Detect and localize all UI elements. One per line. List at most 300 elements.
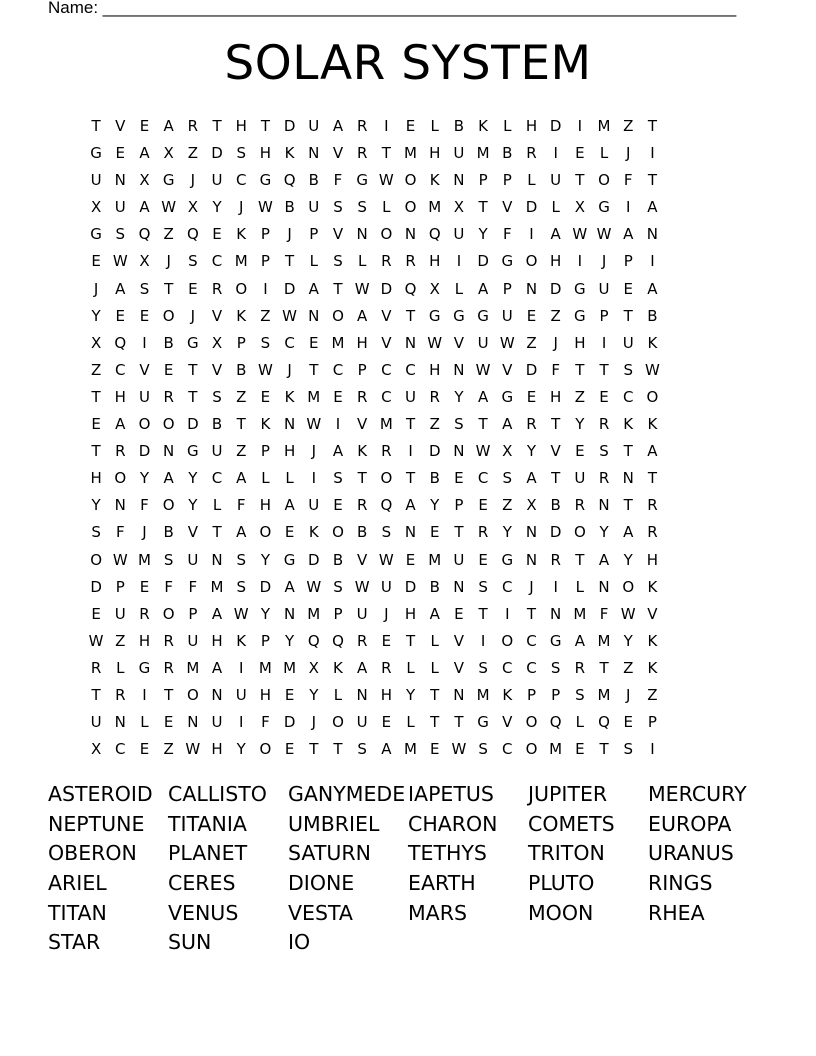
grid-letter: Q: [428, 225, 441, 244]
grid-letter: E: [91, 415, 101, 434]
grid-letter: R: [356, 144, 368, 163]
page-title: SOLAR SYSTEM: [224, 36, 592, 91]
grid-letter: N: [598, 496, 610, 515]
grid-letter: S: [163, 550, 174, 569]
grid-letter: H: [550, 387, 562, 406]
grid-row: [84, 574, 665, 601]
grid-letter: S: [357, 740, 367, 759]
grid-letter: L: [575, 577, 585, 596]
grid-letter: X: [90, 198, 102, 217]
grid-letter: R: [550, 550, 561, 569]
grid-letter: G: [477, 306, 489, 325]
grid-letter: N: [114, 496, 126, 515]
word-bank-item: SATURN: [288, 841, 371, 866]
grid-letter: V: [211, 360, 223, 379]
word-bank-item: OBERON: [48, 841, 137, 866]
grid-letter: E: [115, 144, 126, 163]
grid-letter: L: [333, 685, 343, 704]
grid-letter: Z: [236, 387, 247, 406]
grid-letter: O: [573, 523, 586, 542]
grid-letter: C: [211, 469, 223, 488]
grid-letter: F: [115, 523, 125, 542]
grid-letter: G: [453, 306, 465, 325]
grid-letter: H: [429, 144, 441, 163]
grid-letter: E: [575, 442, 585, 461]
grid-letter: M: [573, 604, 587, 623]
grid-letter: P: [502, 279, 512, 298]
grid-letter: G: [501, 550, 514, 569]
grid-letter: N: [404, 523, 417, 542]
grid-letter: G: [356, 171, 368, 190]
grid-letter: J: [190, 306, 196, 325]
grid-letter: D: [549, 523, 562, 542]
grid-letter: T: [405, 415, 416, 434]
grid-letter: D: [283, 279, 296, 298]
grid-letter: C: [381, 360, 392, 379]
grid-letter: S: [236, 577, 246, 596]
grid-letter: T: [357, 469, 367, 488]
grid-letter: T: [454, 523, 464, 542]
grid-letter: U: [235, 685, 247, 704]
grid-letter: Y: [575, 415, 585, 434]
grid-letter: M: [186, 658, 200, 677]
grid-row: [84, 547, 665, 574]
grid-letter: T: [381, 144, 391, 163]
grid-letter: O: [259, 740, 272, 759]
grid-letter: I: [650, 252, 655, 271]
grid-letter: E: [429, 740, 440, 759]
grid-letter: V: [502, 713, 513, 732]
grid-letter: G: [574, 279, 586, 298]
grid-letter: T: [164, 279, 174, 298]
grid-letter: T: [623, 496, 633, 515]
grid-letter: A: [574, 631, 585, 650]
grid-letter: E: [115, 306, 126, 325]
grid-letter: I: [650, 740, 655, 759]
grid-letter: U: [622, 333, 634, 352]
grid-letter: R: [405, 252, 416, 271]
grid-letter: E: [526, 387, 537, 406]
grid-letter: N: [356, 685, 368, 704]
grid-row: [84, 411, 665, 438]
grid-letter: C: [526, 631, 537, 650]
grid-letter: R: [647, 523, 658, 542]
grid-letter: C: [115, 360, 126, 379]
word-bank-item: MARS: [408, 900, 467, 925]
grid-letter: X: [574, 198, 585, 217]
grid-letter: H: [356, 333, 368, 352]
grid-letter: I: [263, 279, 268, 298]
grid-letter: T: [575, 171, 585, 190]
grid-letter: W: [572, 225, 588, 244]
grid-letter: W: [427, 333, 443, 352]
grid-letter: L: [406, 713, 415, 732]
grid-letter: A: [115, 279, 126, 298]
grid-letter: X: [502, 442, 513, 461]
grid-letter: M: [428, 198, 442, 217]
grid-letter: Q: [549, 713, 562, 732]
grid-letter: N: [453, 442, 465, 461]
grid-letter: X: [90, 333, 102, 352]
grid-letter: E: [139, 740, 150, 759]
grid-letter: U: [453, 225, 465, 244]
grid-letter: E: [429, 523, 440, 542]
grid-letter: L: [140, 713, 149, 732]
grid-letter: X: [139, 171, 150, 190]
word-bank: [48, 780, 768, 958]
grid-letter: E: [454, 469, 464, 488]
grid-letter: W: [257, 198, 273, 217]
grid-letter: K: [236, 225, 247, 244]
grid-letter: G: [501, 387, 514, 406]
word-bank-item: PLUTO: [528, 871, 595, 896]
word-bank-item: DIONE: [288, 871, 355, 896]
grid-letter: L: [430, 658, 439, 677]
grid-letter: U: [501, 306, 513, 325]
grid-letter: I: [577, 117, 583, 135]
grid-letter: S: [260, 333, 271, 352]
grid-letter: R: [356, 496, 368, 515]
grid-letter: D: [549, 117, 562, 135]
grid-letter: W: [620, 604, 636, 623]
grid-letter: S: [454, 415, 464, 434]
grid-letter: O: [162, 306, 175, 325]
letter-grid: [84, 113, 665, 763]
grid-letter: A: [163, 117, 174, 135]
word-bank-item: PLANET: [168, 841, 248, 866]
grid-letter: Y: [405, 685, 416, 704]
grid-letter: W: [112, 550, 128, 569]
grid-row: [84, 140, 665, 167]
grid-letter: V: [647, 604, 658, 623]
grid-letter: C: [526, 658, 537, 677]
grid-letter: R: [574, 658, 586, 677]
grid-letter: S: [502, 469, 513, 488]
grid-letter: N: [453, 577, 465, 596]
grid-letter: N: [453, 360, 465, 379]
grid-letter: N: [525, 550, 538, 569]
grid-letter: T: [285, 252, 295, 271]
grid-letter: E: [139, 577, 150, 596]
grid-letter: U: [187, 631, 199, 650]
grid-letter: N: [404, 225, 417, 244]
word-bank-item: CERES: [168, 871, 236, 896]
grid-letter: Z: [623, 117, 634, 135]
grid-letter: X: [90, 740, 102, 759]
grid-letter: N: [525, 523, 538, 542]
grid-letter: C: [477, 469, 489, 488]
grid-letter: L: [527, 171, 536, 190]
grid-letter: U: [356, 604, 368, 623]
word-bank-item: TRITON: [528, 841, 605, 866]
grid-letter: G: [138, 658, 151, 677]
grid-letter: B: [502, 144, 513, 163]
grid-letter: E: [623, 713, 633, 732]
grid-letter: C: [622, 387, 634, 406]
grid-row: [84, 357, 665, 384]
grid-letter: E: [212, 225, 222, 244]
grid-letter: J: [287, 360, 292, 379]
grid-letter: N: [283, 604, 296, 623]
grid-letter: F: [261, 713, 270, 732]
grid-letter: T: [599, 360, 609, 379]
grid-letter: A: [477, 279, 489, 298]
grid-letter: I: [577, 252, 583, 271]
grid-letter: J: [626, 144, 631, 163]
grid-letter: I: [601, 333, 607, 352]
grid-letter: B: [429, 577, 440, 596]
grid-letter: R: [211, 279, 223, 298]
grid-letter: S: [333, 577, 343, 596]
grid-letter: A: [647, 442, 658, 461]
grid-letter: I: [239, 713, 244, 732]
grid-letter: P: [115, 577, 125, 596]
grid-letter: T: [405, 306, 416, 325]
grid-letter: A: [550, 225, 561, 244]
grid-letter: I: [553, 577, 558, 596]
grid-letter: R: [356, 387, 368, 406]
name-field[interactable]: Name: ___________________________________________________________________: [48, 0, 737, 17]
grid-letter: P: [236, 333, 246, 352]
grid-letter: N: [598, 577, 610, 596]
grid-letter: S: [478, 577, 488, 596]
grid-letter: X: [139, 252, 150, 271]
grid-letter: F: [164, 577, 173, 596]
grid-letter: A: [502, 415, 513, 434]
grid-letter: Q: [598, 713, 610, 732]
grid-letter: Z: [236, 442, 247, 461]
grid-letter: P: [526, 685, 536, 704]
grid-letter: R: [356, 631, 368, 650]
grid-letter: L: [503, 117, 512, 135]
grid-letter: U: [90, 171, 102, 190]
grid-letter: P: [260, 225, 270, 244]
grid-letter: K: [647, 333, 658, 352]
grid-letter: Z: [260, 306, 271, 325]
grid-letter: G: [187, 333, 199, 352]
grid-letter: H: [380, 685, 392, 704]
grid-row: [84, 682, 665, 709]
grid-letter: T: [623, 306, 633, 325]
word-bank-item: RINGS: [648, 871, 713, 896]
grid-letter: C: [115, 740, 126, 759]
grid-letter: M: [137, 550, 151, 569]
grid-letter: C: [502, 577, 513, 596]
grid-letter: J: [384, 604, 389, 623]
grid-letter: Q: [380, 496, 393, 515]
grid-letter: C: [405, 360, 416, 379]
grid-letter: E: [405, 550, 416, 569]
grid-letter: D: [525, 360, 538, 379]
grid-row: [84, 465, 665, 492]
grid-letter: L: [430, 631, 439, 650]
grid-letter: C: [502, 740, 513, 759]
grid-letter: Q: [332, 631, 344, 650]
grid-letter: D: [549, 279, 562, 298]
grid-letter: S: [333, 469, 343, 488]
word-bank-item: NEPTUNE: [48, 811, 145, 836]
grid-letter: E: [91, 604, 101, 623]
grid-letter: R: [381, 442, 392, 461]
grid-letter: O: [332, 523, 344, 542]
grid-letter: E: [405, 117, 416, 135]
grid-letter: R: [139, 604, 150, 623]
grid-letter: Z: [574, 387, 585, 406]
grid-letter: I: [239, 658, 244, 677]
grid-letter: E: [163, 360, 174, 379]
grid-letter: G: [187, 442, 199, 461]
grid-letter: G: [598, 198, 610, 217]
grid-letter: Y: [285, 631, 295, 650]
grid-letter: C: [332, 360, 344, 379]
grid-letter: Y: [454, 387, 464, 406]
grid-letter: E: [91, 252, 101, 271]
grid-letter: P: [260, 442, 270, 461]
grid-letter: S: [381, 523, 392, 542]
grid-letter: N: [453, 685, 465, 704]
grid-letter: E: [333, 387, 343, 406]
grid-row: [84, 492, 665, 519]
grid-letter: Y: [91, 306, 101, 325]
grid-letter: J: [311, 713, 316, 732]
grid-letter: I: [335, 415, 341, 434]
grid-letter: L: [212, 496, 222, 515]
grid-letter: O: [525, 740, 538, 759]
grid-letter: M: [597, 117, 611, 135]
word-bank-item: SUN: [168, 930, 212, 955]
grid-letter: W: [112, 252, 128, 271]
grid-letter: R: [598, 469, 610, 488]
grid-letter: W: [161, 198, 177, 217]
grid-letter: A: [163, 469, 174, 488]
word-bank-item: URANUS: [648, 841, 734, 866]
grid-letter: B: [332, 550, 344, 569]
grid-letter: A: [381, 740, 392, 759]
grid-letter: O: [501, 631, 514, 650]
grid-letter: U: [453, 550, 465, 569]
grid-letter: W: [257, 360, 273, 379]
grid-letter: P: [551, 685, 561, 704]
grid-letter: H: [90, 469, 102, 488]
grid-letter: O: [162, 496, 175, 515]
grid-letter: Q: [404, 279, 417, 298]
grid-letter: T: [454, 713, 464, 732]
grid-letter: R: [163, 387, 174, 406]
grid-letter: X: [429, 279, 440, 298]
grid-letter: Z: [115, 631, 126, 650]
grid-letter: W: [282, 306, 298, 325]
grid-letter: J: [287, 225, 292, 244]
grid-letter: S: [236, 144, 246, 163]
grid-letter: H: [259, 144, 272, 163]
grid-row: [84, 709, 665, 736]
word-bank-item: VESTA: [288, 900, 353, 925]
grid-letter: G: [90, 144, 102, 163]
grid-letter: A: [139, 198, 150, 217]
grid-letter: Q: [283, 171, 296, 190]
grid-letter: S: [91, 523, 101, 542]
grid-letter: D: [525, 198, 538, 217]
grid-letter: X: [211, 333, 223, 352]
grid-letter: E: [284, 523, 295, 542]
grid-letter: O: [235, 279, 248, 298]
grid-letter: T: [188, 387, 198, 406]
grid-letter: I: [626, 198, 631, 217]
grid-letter: T: [575, 550, 585, 569]
grid-row: [84, 655, 665, 682]
grid-letter: S: [212, 387, 222, 406]
grid-letter: N: [187, 713, 199, 732]
grid-letter: F: [188, 577, 198, 596]
grid-letter: D: [404, 577, 417, 596]
grid-letter: F: [599, 604, 609, 623]
grid-letter: L: [406, 658, 415, 677]
grid-letter: R: [526, 415, 537, 434]
grid-letter: I: [456, 252, 462, 271]
grid-letter: T: [405, 631, 416, 650]
grid-letter: I: [384, 117, 389, 135]
grid-letter: B: [550, 496, 561, 515]
grid-letter: S: [623, 740, 633, 759]
grid-letter: R: [598, 415, 610, 434]
grid-letter: G: [283, 550, 296, 569]
grid-letter: N: [525, 279, 538, 298]
grid-row: [84, 167, 665, 194]
grid-letter: T: [430, 685, 440, 704]
grid-letter: G: [477, 713, 489, 732]
grid-letter: N: [646, 225, 659, 244]
grid-letter: V: [550, 442, 561, 461]
grid-letter: A: [598, 550, 610, 569]
grid-letter: L: [261, 469, 270, 488]
grid-letter: I: [142, 685, 147, 704]
grid-letter: D: [211, 144, 223, 163]
grid-letter: B: [357, 523, 368, 542]
grid-letter: T: [309, 740, 319, 759]
word-bank-item: CALLISTO: [168, 782, 267, 806]
grid-letter: O: [332, 306, 344, 325]
word-bank-item: STAR: [48, 930, 101, 955]
grid-letter: T: [599, 740, 609, 759]
grid-letter: E: [478, 496, 488, 515]
grid-letter: W: [475, 442, 491, 461]
grid-letter: K: [478, 117, 489, 135]
grid-letter: G: [259, 171, 272, 190]
grid-letter: H: [429, 360, 441, 379]
grid-letter: N: [211, 550, 223, 569]
grid-letter: P: [309, 225, 319, 244]
grid-letter: R: [647, 496, 658, 515]
grid-letter: W: [378, 171, 394, 190]
word-bank-item: ARIEL: [48, 871, 107, 896]
grid-letter: S: [333, 252, 343, 271]
grid-letter: W: [499, 333, 515, 352]
grid-letter: S: [478, 658, 488, 677]
grid-letter: Y: [623, 631, 633, 650]
grid-letter: K: [333, 658, 343, 677]
word-bank-item: IO: [288, 930, 311, 955]
grid-letter: E: [623, 279, 633, 298]
grid-letter: M: [307, 604, 321, 623]
grid-letter: W: [185, 740, 201, 759]
grid-letter: O: [114, 469, 127, 488]
grid-letter: Y: [91, 496, 101, 515]
grid-letter: U: [211, 713, 223, 732]
grid-letter: T: [575, 360, 585, 379]
grid-letter: U: [308, 496, 320, 515]
grid-letter: D: [259, 577, 272, 596]
grid-letter: Y: [260, 550, 270, 569]
